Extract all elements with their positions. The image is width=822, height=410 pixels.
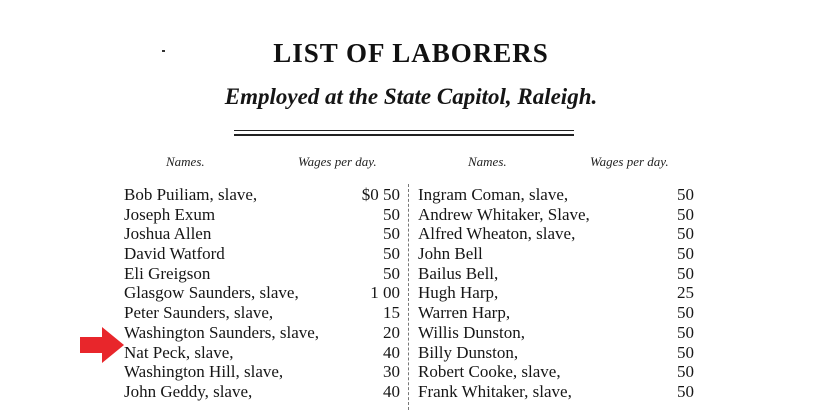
laborer-row — [418, 224, 694, 244]
laborer-wage: 25 — [677, 283, 694, 303]
laborer-row — [418, 343, 694, 363]
laborer-name: Alfred Wheaton, slave, — [418, 224, 576, 244]
laborer-row — [124, 264, 400, 284]
right-laborer-list — [418, 185, 694, 402]
laborer-wage: 50 — [677, 244, 694, 264]
laborer-name: Washington Hill, slave, — [124, 362, 284, 382]
left-laborer-list — [124, 185, 400, 402]
laborer-row — [124, 244, 400, 264]
laborer-name: John Geddy, slave, — [124, 381, 253, 401]
right-wages-header: Wages per day. — [590, 154, 669, 169]
laborer-name: Willis Dunston, — [418, 322, 525, 342]
column-divider — [408, 184, 409, 410]
laborer-name: Eli Greigson — [124, 263, 211, 283]
laborer-name: Billy Dunston, — [418, 342, 519, 362]
laborer-wage: 50 — [677, 263, 694, 283]
laborer-wage: 50 — [677, 303, 694, 323]
laborer-name: Peter Saunders, slave, — [124, 303, 274, 323]
laborer-row — [124, 362, 400, 382]
laborer-name: Andrew Whitaker, Slave, — [418, 204, 590, 224]
laborer-name: Frank Whitaker, slave, — [418, 381, 572, 401]
title-rule-thick — [234, 134, 574, 136]
laborer-name: Washington Saunders, slave, — [124, 322, 320, 342]
laborer-wage: 50 — [677, 204, 694, 224]
laborer-row — [418, 185, 694, 205]
laborer-row — [418, 205, 694, 225]
laborer-name: Bob Puiliam, slave, — [124, 185, 258, 204]
laborer-row — [124, 283, 400, 303]
laborer-wage: 50 — [677, 362, 694, 382]
laborer-name: John Bell — [418, 244, 483, 264]
laborer-name: Glasgow Saunders, slave, — [124, 283, 299, 303]
laborer-wage: 20 — [383, 322, 400, 342]
laborer-row — [418, 382, 694, 402]
laborer-name: Warren Harp, — [418, 303, 511, 323]
left-wages-header: Wages per day. — [298, 154, 377, 169]
left-names-header: Names. — [166, 154, 205, 169]
laborer-wage: 50 — [383, 204, 400, 224]
laborer-wage: 50 — [677, 381, 694, 401]
laborer-row — [124, 382, 400, 402]
laborer-wage: $0 50 — [361, 185, 400, 204]
laborer-name: Hugh Harp, — [418, 283, 499, 303]
laborer-row — [124, 224, 400, 244]
laborer-wage: 50 — [383, 244, 400, 264]
laborer-name: Bailus Bell, — [418, 263, 499, 283]
red-arrow-icon — [80, 327, 124, 363]
laborer-wage: 1 00 — [370, 283, 400, 303]
laborer-name: David Watford — [124, 244, 225, 264]
laborer-row-highlighted — [124, 323, 400, 343]
laborer-name: Nat Peck, slave, — [124, 342, 234, 362]
laborer-row — [418, 244, 694, 264]
laborer-wage: 40 — [383, 342, 400, 362]
document-title: LIST OF LABORERS — [273, 38, 549, 68]
laborer-name: Joseph Exum — [124, 204, 216, 224]
laborer-wage: 15 — [383, 303, 400, 323]
laborer-name: Ingram Coman, slave, — [418, 185, 569, 204]
laborer-row — [418, 303, 694, 323]
laborer-wage: 40 — [383, 381, 400, 401]
laborer-row — [418, 323, 694, 343]
laborer-wage: 50 — [677, 342, 694, 362]
laborer-row — [418, 283, 694, 303]
laborer-wage: 50 — [383, 263, 400, 283]
right-names-header: Names. — [468, 154, 507, 169]
title-rule-thin — [234, 130, 574, 131]
document-subtitle: Employed at the State Capitol, Raleigh. — [224, 84, 598, 109]
laborer-wage: 50 — [383, 224, 400, 244]
laborer-name: Robert Cooke, slave, — [418, 362, 561, 382]
laborer-row — [124, 343, 400, 363]
laborer-name: Joshua Allen — [124, 224, 212, 244]
laborer-wage: 50 — [677, 224, 694, 244]
laborer-row — [418, 362, 694, 382]
laborer-row — [418, 264, 694, 284]
laborer-row — [124, 205, 400, 225]
laborer-wage: 50 — [677, 185, 694, 204]
laborer-wage: 30 — [383, 362, 400, 382]
laborer-row — [124, 185, 400, 205]
laborer-row — [124, 303, 400, 323]
laborer-wage: 50 — [677, 322, 694, 342]
